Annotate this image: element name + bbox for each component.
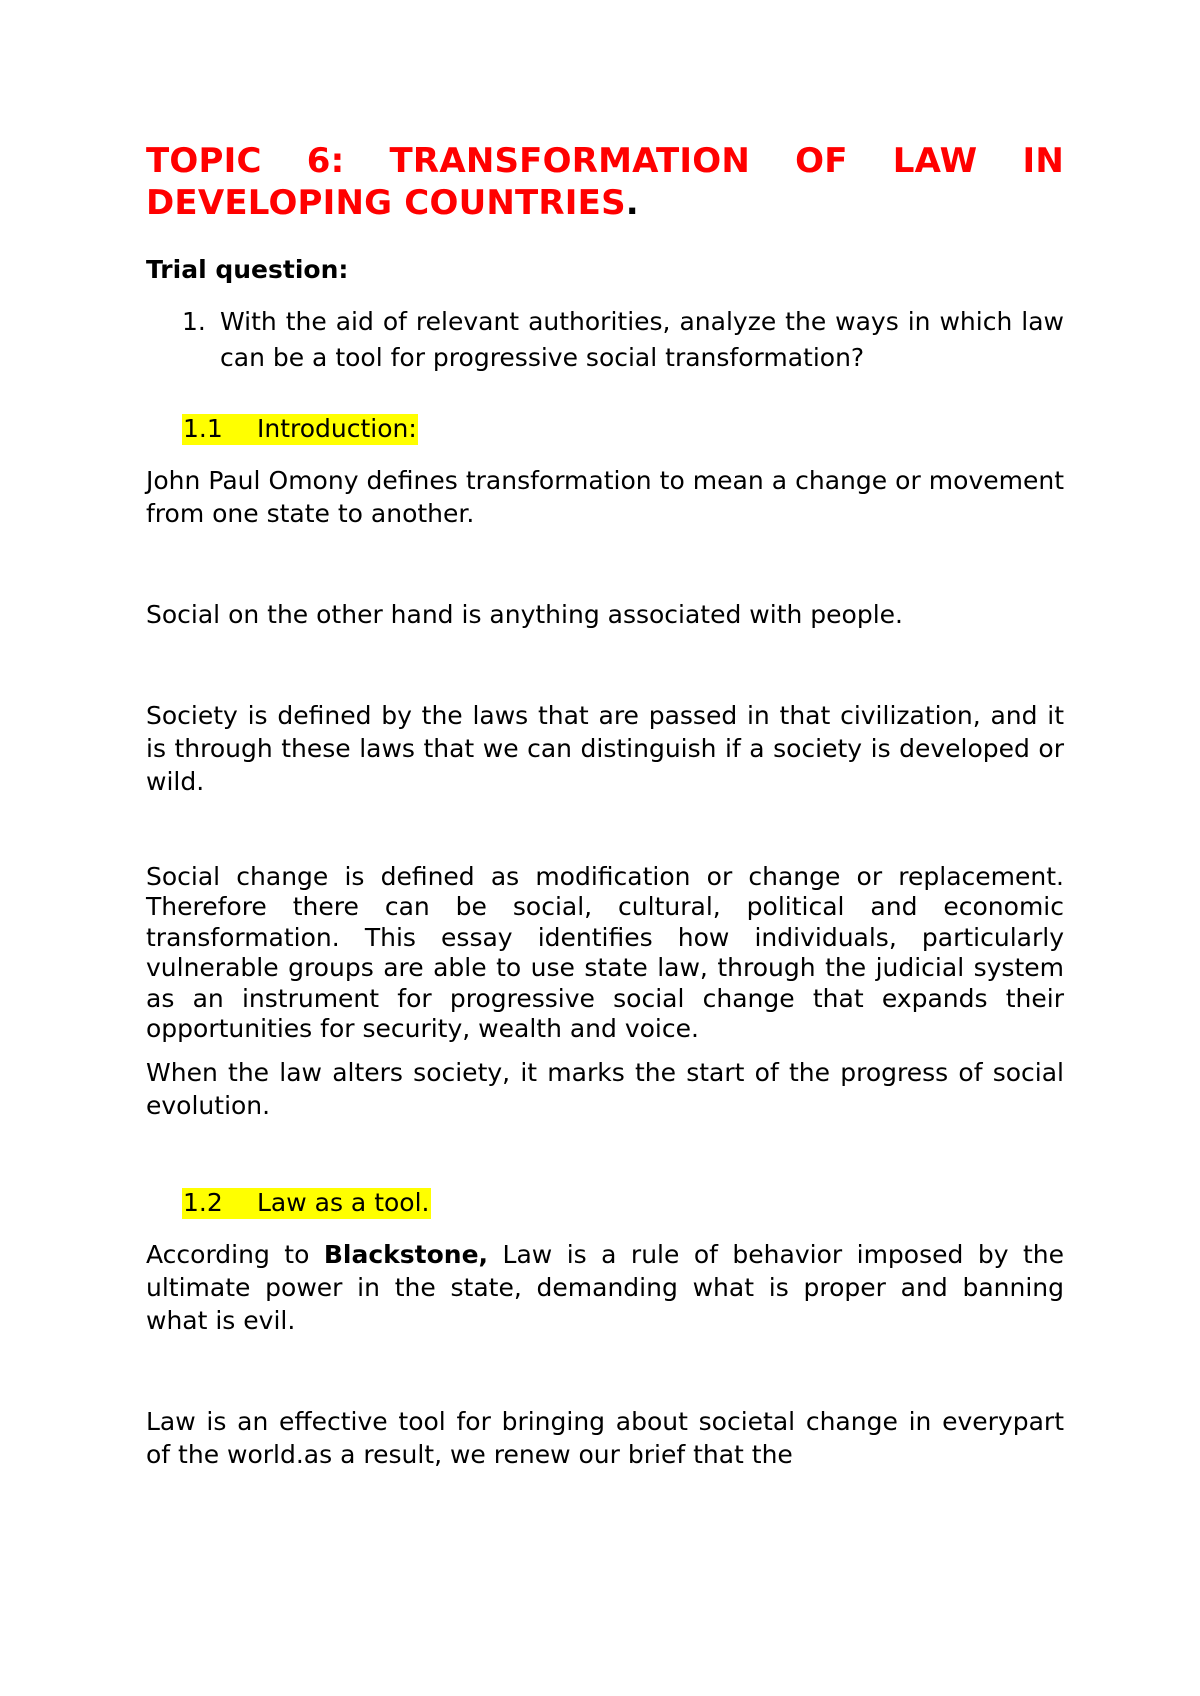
title-text: TOPIC 6: TRANSFORMATION OF LAW IN DEVELOPING COUNTRIES	[146, 141, 1064, 223]
document-title	[146, 140, 1064, 224]
paragraph-transformation-definition: John Paul Omony defines transformation to mean a change or movement from one state to another.	[146, 466, 1064, 528]
paragraph-blackstone-definition	[146, 1238, 1064, 1337]
paragraph-law-effective-tool: Law is an effective tool for bringing about societal change in everypart of the world.as a result, we renew our brief that the	[146, 1407, 1064, 1470]
highlighted-heading	[182, 414, 418, 445]
paragraph-law-alters-society: When the law alters society, it marks the start of the progress of social evolution.	[146, 1058, 1064, 1121]
highlighted-heading	[182, 1188, 431, 1219]
blackstone-lead-text: According to	[146, 1240, 324, 1270]
question-item	[146, 304, 1064, 376]
trial-question-label: Trial question:	[146, 255, 349, 284]
section-title: Law as a tool.	[257, 1188, 430, 1218]
paragraph-society-definition: Society is defined by the laws that are passed in that civilization, and it is through these laws that we can distinguish if a society is developed or wild.	[146, 701, 1064, 796]
section-heading-introduction	[182, 412, 1064, 446]
section-number: 1.2	[183, 1188, 223, 1218]
paragraph-social-definition: Social on the other hand is anything associated with people.	[146, 600, 903, 629]
paragraph-social-change: Social change is defined as modification or change or replacement. Therefore there can be social, cultural, political and economic transformation. This essay identifies how individuals, particularly vulnerable groups are able to use state law, through the judicial system as an instrument for progressive social change that expands their opportunities for security, wealth and voice.	[146, 862, 1064, 1044]
blackstone-rest-text: Law is a rule of behavior imposed by the ultimate power in the state, demanding what is proper and banning what is evil.	[146, 1240, 1064, 1336]
blackstone-name: Blackstone,	[323, 1240, 489, 1270]
question-list	[146, 304, 1064, 376]
question-text: With the aid of relevant authorities, analyze the ways in which law can be a tool for progressive social transformation?	[220, 307, 1064, 372]
section-heading-law-as-tool	[182, 1186, 1064, 1220]
section-number: 1.1	[183, 414, 223, 443]
title-period: .	[625, 183, 639, 223]
document-body	[146, 140, 1064, 1471]
question-number: 1.	[182, 307, 206, 336]
section-title: Introduction:	[257, 414, 417, 443]
